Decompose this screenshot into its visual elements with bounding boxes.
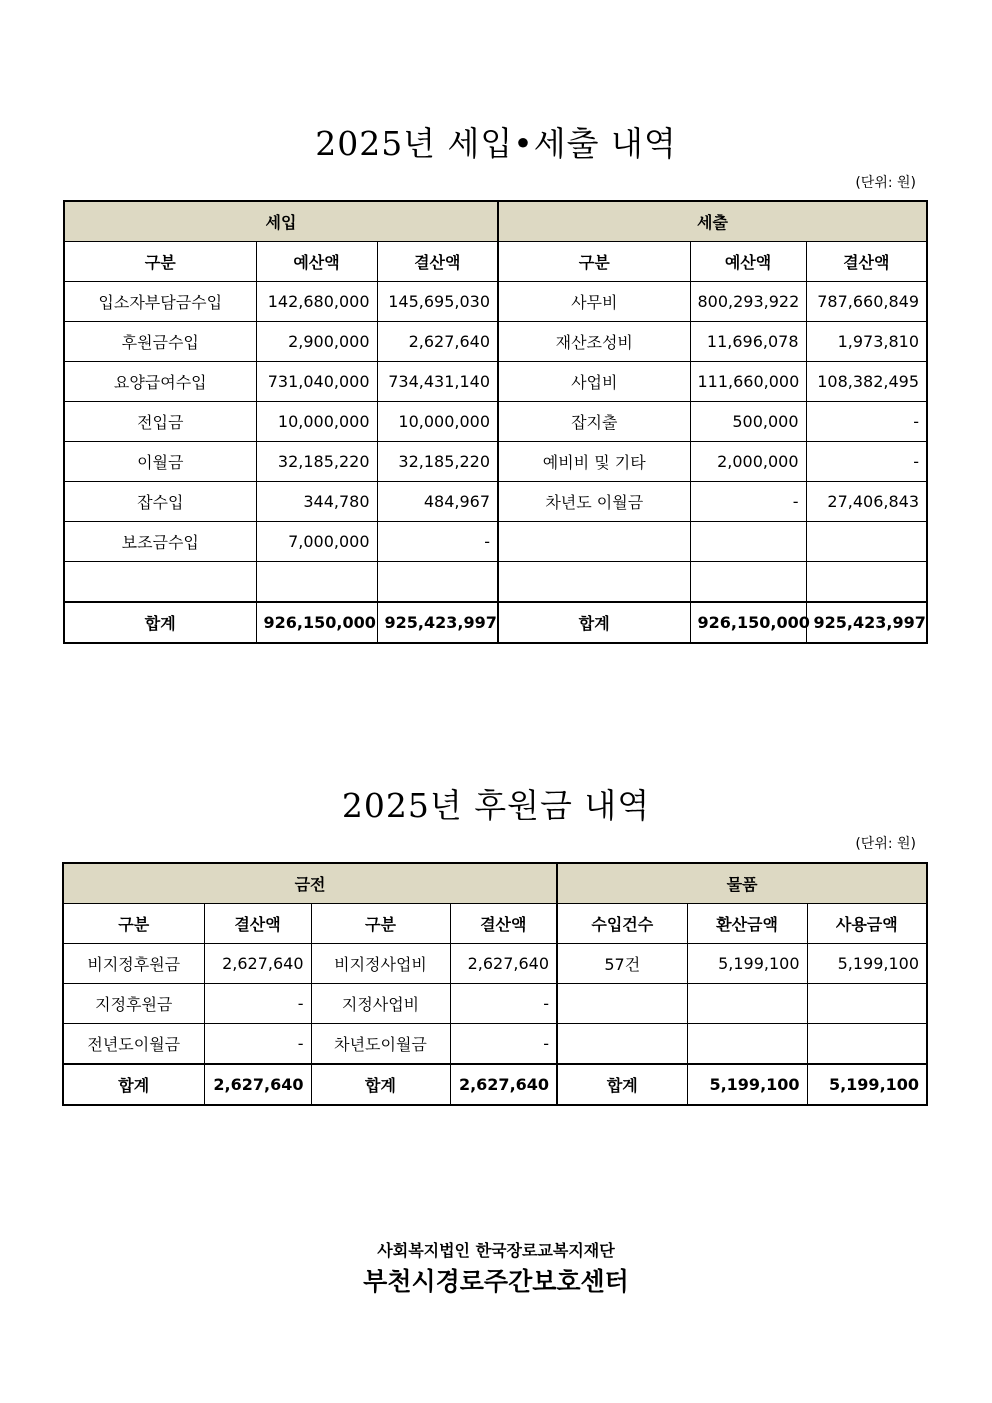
total-row xyxy=(64,602,927,643)
cash-out-value: 2,627,640 xyxy=(450,944,557,984)
income-budget: 344,780 xyxy=(256,482,377,522)
expense-budget: 111,660,000 xyxy=(690,362,806,402)
table-row xyxy=(64,362,927,402)
income-settlement: 32,185,220 xyxy=(377,442,498,482)
col-settlement: 결산액 xyxy=(450,904,557,944)
income-settlement: 484,967 xyxy=(377,482,498,522)
total-row xyxy=(63,1064,927,1105)
goods-used xyxy=(807,984,927,1024)
col-settlement: 결산액 xyxy=(377,242,498,282)
goods-count: 57건 xyxy=(557,944,687,984)
cash-in-total-value: 2,627,640 xyxy=(204,1064,311,1105)
col-budget: 예산액 xyxy=(690,242,806,282)
page-title-income-expense: 2025년 세입•세출 내역 xyxy=(315,124,677,163)
table-row xyxy=(63,1024,927,1065)
expense-settlement xyxy=(806,522,927,562)
column-header-row xyxy=(63,904,927,944)
cash-out-category: 비지정사업비 xyxy=(311,944,450,984)
cash-header: 금전 xyxy=(63,863,557,904)
income-budget: 7,000,000 xyxy=(256,522,377,562)
col-budget: 예산액 xyxy=(256,242,377,282)
income-expense-table xyxy=(63,200,928,644)
cash-out-value: - xyxy=(450,1024,557,1065)
income-total-label: 합계 xyxy=(64,602,256,643)
expense-settlement xyxy=(806,562,927,603)
goods-used: 5,199,100 xyxy=(807,944,927,984)
col-count: 수입건수 xyxy=(557,904,687,944)
col-category: 구분 xyxy=(63,904,204,944)
expense-settlement: - xyxy=(806,402,927,442)
expense-settlement: 108,382,495 xyxy=(806,362,927,402)
income-category xyxy=(64,562,256,603)
table-row xyxy=(64,442,927,482)
cash-in-value: 2,627,640 xyxy=(204,944,311,984)
foundation-name: 사회복지법인 한국장로교복지재단 xyxy=(377,1241,615,1260)
table-row xyxy=(64,562,927,603)
expense-budget xyxy=(690,562,806,603)
expense-category: 사무비 xyxy=(498,282,690,322)
expense-category: 예비비 및 기타 xyxy=(498,442,690,482)
expense-header: 세출 xyxy=(498,201,927,242)
table-row xyxy=(64,482,927,522)
goods-converted: 5,199,100 xyxy=(687,944,807,984)
cash-in-value: - xyxy=(204,984,311,1024)
cash-out-total-value: 2,627,640 xyxy=(450,1064,557,1105)
goods-used xyxy=(807,1024,927,1065)
income-settlement xyxy=(377,562,498,603)
unit-label-1: (단위: 원) xyxy=(855,175,916,191)
col-settlement: 결산액 xyxy=(204,904,311,944)
expense-category: 차년도 이월금 xyxy=(498,482,690,522)
expense-total-budget: 926,150,000 xyxy=(690,602,806,643)
center-name: 부천시경로주간보호센터 xyxy=(363,1267,629,1296)
income-category: 요양급여수입 xyxy=(64,362,256,402)
table-row xyxy=(64,282,927,322)
expense-budget: 11,696,078 xyxy=(690,322,806,362)
expense-budget xyxy=(690,522,806,562)
income-total-budget: 926,150,000 xyxy=(256,602,377,643)
goods-count xyxy=(557,984,687,1024)
income-category: 보조금수입 xyxy=(64,522,256,562)
cash-out-value: - xyxy=(450,984,557,1024)
income-settlement: 145,695,030 xyxy=(377,282,498,322)
cash-in-category: 지정후원금 xyxy=(63,984,204,1024)
page-title-donations: 2025년 후원금 내역 xyxy=(341,786,651,825)
income-budget: 10,000,000 xyxy=(256,402,377,442)
income-category: 이월금 xyxy=(64,442,256,482)
cash-in-category: 전년도이월금 xyxy=(63,1024,204,1065)
column-header-row xyxy=(64,242,927,282)
income-settlement: 10,000,000 xyxy=(377,402,498,442)
income-category: 후원금수입 xyxy=(64,322,256,362)
goods-count xyxy=(557,1024,687,1065)
income-budget: 32,185,220 xyxy=(256,442,377,482)
expense-budget: - xyxy=(690,482,806,522)
expense-settlement: 787,660,849 xyxy=(806,282,927,322)
income-header: 세입 xyxy=(64,201,498,242)
goods-converted xyxy=(687,1024,807,1065)
col-settlement: 결산액 xyxy=(806,242,927,282)
expense-category: 잡지출 xyxy=(498,402,690,442)
expense-category: 재산조성비 xyxy=(498,322,690,362)
cash-in-total-label: 합계 xyxy=(63,1064,204,1105)
goods-total-used: 5,199,100 xyxy=(807,1064,927,1105)
expense-settlement: 27,406,843 xyxy=(806,482,927,522)
expense-budget: 500,000 xyxy=(690,402,806,442)
unit-label-2: (단위: 원) xyxy=(855,836,916,852)
expense-budget: 800,293,922 xyxy=(690,282,806,322)
income-budget: 142,680,000 xyxy=(256,282,377,322)
col-category: 구분 xyxy=(498,242,690,282)
col-category: 구분 xyxy=(64,242,256,282)
expense-category: 사업비 xyxy=(498,362,690,402)
table-row xyxy=(63,944,927,984)
expense-category xyxy=(498,522,690,562)
income-budget xyxy=(256,562,377,603)
goods-header: 물품 xyxy=(557,863,927,904)
cash-out-total-label: 합계 xyxy=(311,1064,450,1105)
table-row xyxy=(64,402,927,442)
cash-out-category: 지정사업비 xyxy=(311,984,450,1024)
income-settlement: 734,431,140 xyxy=(377,362,498,402)
col-converted: 환산금액 xyxy=(687,904,807,944)
cash-in-category: 비지정후원금 xyxy=(63,944,204,984)
col-used: 사용금액 xyxy=(807,904,927,944)
income-category: 잡수입 xyxy=(64,482,256,522)
cash-out-category: 차년도이월금 xyxy=(311,1024,450,1065)
income-settlement: 2,627,640 xyxy=(377,322,498,362)
expense-total-label: 합계 xyxy=(498,602,690,643)
income-budget: 2,900,000 xyxy=(256,322,377,362)
donation-table xyxy=(62,862,928,1106)
expense-total-settlement: 925,423,997 xyxy=(806,602,927,643)
income-total-settlement: 925,423,997 xyxy=(377,602,498,643)
table-row xyxy=(63,984,927,1024)
income-category: 전입금 xyxy=(64,402,256,442)
income-settlement: - xyxy=(377,522,498,562)
expense-settlement: 1,973,810 xyxy=(806,322,927,362)
table-row xyxy=(64,522,927,562)
income-budget: 731,040,000 xyxy=(256,362,377,402)
table-row xyxy=(64,322,927,362)
goods-total-converted: 5,199,100 xyxy=(687,1064,807,1105)
income-category: 입소자부담금수입 xyxy=(64,282,256,322)
expense-category xyxy=(498,562,690,603)
goods-converted xyxy=(687,984,807,1024)
expense-settlement: - xyxy=(806,442,927,482)
expense-budget: 2,000,000 xyxy=(690,442,806,482)
goods-total-label: 합계 xyxy=(557,1064,687,1105)
cash-in-value: - xyxy=(204,1024,311,1065)
col-category: 구분 xyxy=(311,904,450,944)
